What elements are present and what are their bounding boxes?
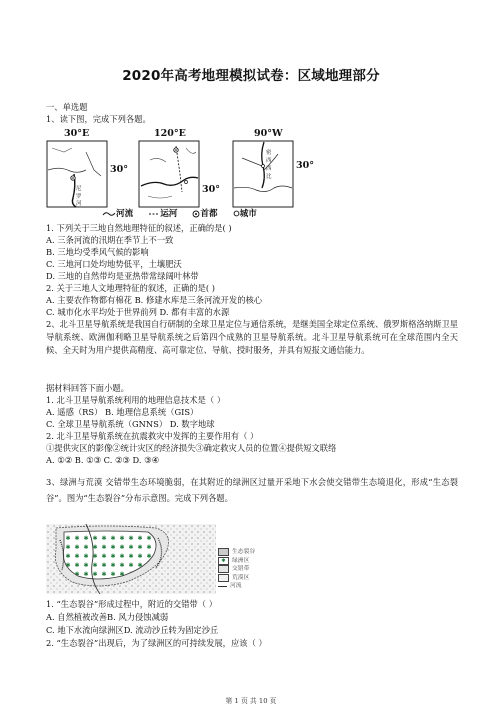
legend-capital: 首都 [192, 209, 226, 219]
eco-crack-map [46, 524, 216, 594]
q1-option-d: D. 三地的自然带均是亚热带常绿阔叶林带 [46, 271, 199, 281]
map-yangtze [138, 128, 220, 208]
page-title: 2020年高考地理模拟试卷：区域地理部分 [122, 68, 380, 84]
map3-latitude: 30° [296, 160, 314, 171]
legend-canal: 运河 [148, 209, 186, 219]
svg-text:河: 河 [76, 201, 82, 207]
river-symbol-icon [102, 211, 116, 217]
q2-options-ab: A. 遥感（RS） B. 地理信息系统（GIS） [46, 407, 199, 417]
canal-symbol-icon [148, 211, 160, 217]
q1-option-c: C. 三地河口处均地势低平，土壤肥沃 [46, 259, 182, 269]
q3-stem2: 2. “生态裂谷”出现后，为了绿洲区的可持续发展，应该（ ） [46, 638, 267, 648]
q2-options-cd: C. 全球卫星导航系统（GNNS） D. 数字地球 [46, 419, 215, 429]
map1-longitude: 30°E [64, 128, 90, 139]
q1-option-a: A. 三条河流的汛期在季节上不一致 [46, 235, 174, 245]
map2-latitude: 30° [202, 184, 220, 195]
map-mississippi [232, 128, 314, 208]
svg-text:罗: 罗 [76, 194, 82, 200]
city-symbol-icon [233, 210, 240, 217]
legend-river: 河流 [218, 582, 255, 591]
svg-text:比: 比 [266, 174, 272, 180]
map-legend [102, 207, 269, 219]
q2-passage: 2、北斗卫星导航系统是我国自行研制的全球卫星定位与通信系统，是继美国全球定位系统、俄罗斯格洛纳斯卫星导航系统、欧洲伽利略卫星导航系统之后第四个成熟的卫星导航系统。北斗卫星导航系统可在全球范围内全天候、全天时为用户提供高精度、高可靠定位、导航、授时服务，并具有短报文通信能力。 [46, 319, 458, 355]
page-footer: 第 1 页 共 10 页 [225, 697, 277, 705]
section-heading: 一、单选题 [46, 102, 88, 112]
q1-option-b: B. 三地均受季风气候的影响 [46, 247, 149, 257]
svg-text:西: 西 [266, 166, 272, 172]
q3-options-cd: C. 地下水流向绿洲区D. 流动沙丘转为固定沙丘 [46, 625, 219, 635]
legend-oasis: ✱ 绿洲区 [218, 557, 255, 566]
legend-desert: 荒漠区 [218, 574, 255, 583]
q3-passage: 3、绿洲与荒漠 交错带生态环境脆弱，在其附近的绿洲区过量开采地下水会使交错带生态境退化，形成“生态裂谷”。图为“生态裂谷”分布示意图。完成下列各题。 [46, 477, 458, 503]
legend-eco-crack: 生态裂谷 [218, 548, 255, 557]
legend-city: 城市 [233, 209, 263, 219]
svg-text:密: 密 [266, 150, 272, 156]
q1-stem1: 1. 下列关于三地自然地理特征的叙述，正确的是( ) [46, 223, 232, 233]
q1-intro: 1、读下图，完成下列各题。 [46, 114, 151, 124]
q1-options-cd: C. 城市化水平均处于世界前列 D. 都有丰富的水源 [46, 307, 230, 317]
q2-stem2: 2. 北斗卫星导航系统在抗震救灾中发挥的主要作用有（ ） [46, 431, 259, 441]
svg-text:尼: 尼 [76, 186, 82, 192]
q2-stem1: 1. 北斗卫星导航系统利用的地理信息技术是（ ） [46, 395, 226, 405]
map1-latitude: 30° [110, 164, 128, 175]
map3-longitude: 90°W [254, 128, 283, 139]
map3-drawing [232, 140, 294, 208]
q2-items: ①提供灾区的影像②统计灾区的经济损失③确定救灾人员的位置④提供短文联络 [46, 443, 337, 453]
three-region-maps [46, 128, 314, 210]
q2-options: A. ①② B. ①③ C. ②③ D. ③④ [46, 455, 160, 465]
eco-crack-legend [218, 548, 255, 591]
q3-options-ab: A. 自然植被改善B. 风力侵蚀减弱 [46, 612, 169, 622]
svg-text:西: 西 [266, 158, 272, 164]
map-nile [46, 128, 128, 208]
legend-ecotone: 交错带 [218, 565, 255, 574]
map2-longitude: 120°E [154, 128, 186, 139]
map2-drawing [138, 140, 200, 208]
q2-after: 据材料回答下面小题。 [46, 383, 129, 393]
q1-options-ab: A. 主要农作物都有棉花 B. 修建水库是三条河流开发的核心 [46, 295, 263, 305]
q1-stem2: 2. 关于三地人文地理特征的叙述，正确的是( ) [46, 283, 216, 293]
legend-river: 河流 [102, 209, 142, 219]
map1-drawing [46, 140, 108, 208]
q3-stem1: 1. “生态裂谷”形成过程中，附近的交错带（ ） [46, 599, 218, 609]
